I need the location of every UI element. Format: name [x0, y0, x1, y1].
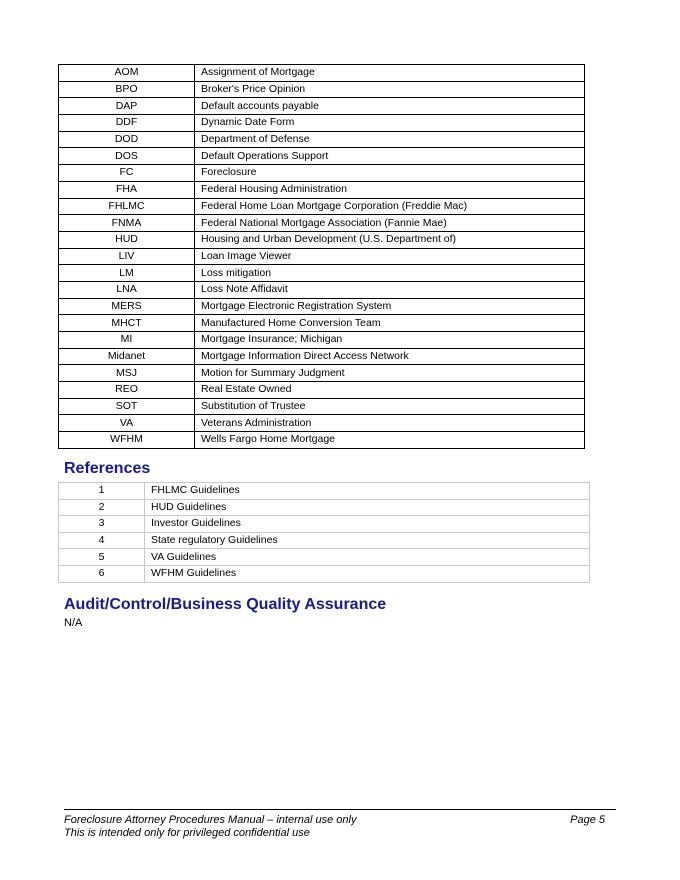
- acronym-meaning: Wells Fargo Home Mortgage: [195, 432, 585, 449]
- acronym-meaning: Veterans Administration: [195, 415, 585, 432]
- audit-body: N/A: [64, 617, 83, 629]
- acronym-row: [59, 98, 585, 115]
- acronym-abbr: WFHM: [59, 432, 195, 449]
- reference-row: [59, 483, 590, 500]
- acronym-row: [59, 365, 585, 382]
- acronym-row: [59, 81, 585, 98]
- footer-page-number: Page 5: [570, 814, 605, 826]
- reference-number: 4: [59, 532, 145, 549]
- acronym-abbr: DDF: [59, 115, 195, 132]
- reference-number: 2: [59, 499, 145, 516]
- acronym-meaning: Federal Housing Administration: [195, 181, 585, 198]
- acronym-abbr: HUD: [59, 231, 195, 248]
- acronym-abbr: BPO: [59, 81, 195, 98]
- acronym-row: [59, 215, 585, 232]
- acronym-row: [59, 432, 585, 449]
- acronym-abbr: LIV: [59, 248, 195, 265]
- acronym-meaning: Mortgage Electronic Registration System: [195, 298, 585, 315]
- acronym-meaning: Motion for Summary Judgment: [195, 365, 585, 382]
- acronym-row: [59, 315, 585, 332]
- references-table-body: [59, 483, 590, 583]
- acronym-row: [59, 415, 585, 432]
- acronym-abbr: LNA: [59, 281, 195, 298]
- acronym-row: [59, 231, 585, 248]
- acronym-abbr: Midanet: [59, 348, 195, 365]
- acronym-meaning: Foreclosure: [195, 165, 585, 182]
- acronym-row: [59, 65, 585, 82]
- references-table: [58, 482, 590, 583]
- acronym-meaning: Dynamic Date Form: [195, 115, 585, 132]
- acronym-abbr: FC: [59, 165, 195, 182]
- acronym-meaning: Mortgage Information Direct Access Network: [195, 348, 585, 365]
- acronym-meaning: Mortgage Insurance; Michigan: [195, 332, 585, 349]
- reference-text: FHLMC Guidelines: [145, 483, 590, 500]
- acronym-row: [59, 398, 585, 415]
- acronym-row: [59, 348, 585, 365]
- acronym-meaning: Loss mitigation: [195, 265, 585, 282]
- acronym-abbr: DAP: [59, 98, 195, 115]
- references-heading: References: [64, 460, 151, 477]
- acronym-abbr: FHLMC: [59, 198, 195, 215]
- acronym-row: [59, 148, 585, 165]
- acronym-meaning: Federal Home Loan Mortgage Corporation (Freddie Mac): [195, 198, 585, 215]
- acronym-meaning: Loss Note Affidavit: [195, 281, 585, 298]
- reference-row: [59, 532, 590, 549]
- footer-divider: [64, 809, 616, 810]
- acronym-row: [59, 382, 585, 399]
- acronym-meaning: Loan Image Viewer: [195, 248, 585, 265]
- acronym-table: [58, 64, 585, 449]
- reference-row: [59, 516, 590, 533]
- reference-text: Investor Guidelines: [145, 516, 590, 533]
- reference-text: State regulatory Guidelines: [145, 532, 590, 549]
- acronym-meaning: Department of Defense: [195, 131, 585, 148]
- acronym-table-body: [59, 65, 585, 449]
- acronym-row: [59, 298, 585, 315]
- reference-text: VA Guidelines: [145, 549, 590, 566]
- acronym-abbr: FNMA: [59, 215, 195, 232]
- acronym-row: [59, 181, 585, 198]
- reference-number: 1: [59, 483, 145, 500]
- acronym-row: [59, 165, 585, 182]
- acronym-meaning: Assignment of Mortgage: [195, 65, 585, 82]
- reference-number: 5: [59, 549, 145, 566]
- reference-row: [59, 565, 590, 582]
- reference-number: 3: [59, 516, 145, 533]
- acronym-abbr: SOT: [59, 398, 195, 415]
- footer-confidentiality-note: This is intended only for privileged confidential use: [64, 827, 310, 839]
- acronym-abbr: DOD: [59, 131, 195, 148]
- footer-manual-title: Foreclosure Attorney Procedures Manual – internal use only: [64, 814, 357, 826]
- acronym-abbr: MI: [59, 332, 195, 349]
- acronym-meaning: Federal National Mortgage Association (Fannie Mae): [195, 215, 585, 232]
- acronym-row: [59, 115, 585, 132]
- acronym-meaning: Manufactured Home Conversion Team: [195, 315, 585, 332]
- acronym-meaning: Real Estate Owned: [195, 382, 585, 399]
- acronym-meaning: Substitution of Trustee: [195, 398, 585, 415]
- acronym-abbr: MSJ: [59, 365, 195, 382]
- acronym-meaning: Default accounts payable: [195, 98, 585, 115]
- acronym-row: [59, 265, 585, 282]
- acronym-row: [59, 131, 585, 148]
- reference-number: 6: [59, 565, 145, 582]
- acronym-meaning: Housing and Urban Development (U.S. Department of): [195, 231, 585, 248]
- reference-row: [59, 499, 590, 516]
- acronym-abbr: VA: [59, 415, 195, 432]
- acronym-row: [59, 198, 585, 215]
- acronym-abbr: DOS: [59, 148, 195, 165]
- acronym-meaning: Broker's Price Opinion: [195, 81, 585, 98]
- acronym-abbr: LM: [59, 265, 195, 282]
- acronym-row: [59, 281, 585, 298]
- acronym-abbr: AOM: [59, 65, 195, 82]
- acronym-abbr: MHCT: [59, 315, 195, 332]
- acronym-row: [59, 248, 585, 265]
- reference-row: [59, 549, 590, 566]
- reference-text: WFHM Guidelines: [145, 565, 590, 582]
- acronym-meaning: Default Operations Support: [195, 148, 585, 165]
- acronym-abbr: FHA: [59, 181, 195, 198]
- acronym-abbr: REO: [59, 382, 195, 399]
- acronym-abbr: MERS: [59, 298, 195, 315]
- reference-text: HUD Guidelines: [145, 499, 590, 516]
- acronym-row: [59, 332, 585, 349]
- audit-heading: Audit/Control/Business Quality Assurance: [64, 596, 387, 613]
